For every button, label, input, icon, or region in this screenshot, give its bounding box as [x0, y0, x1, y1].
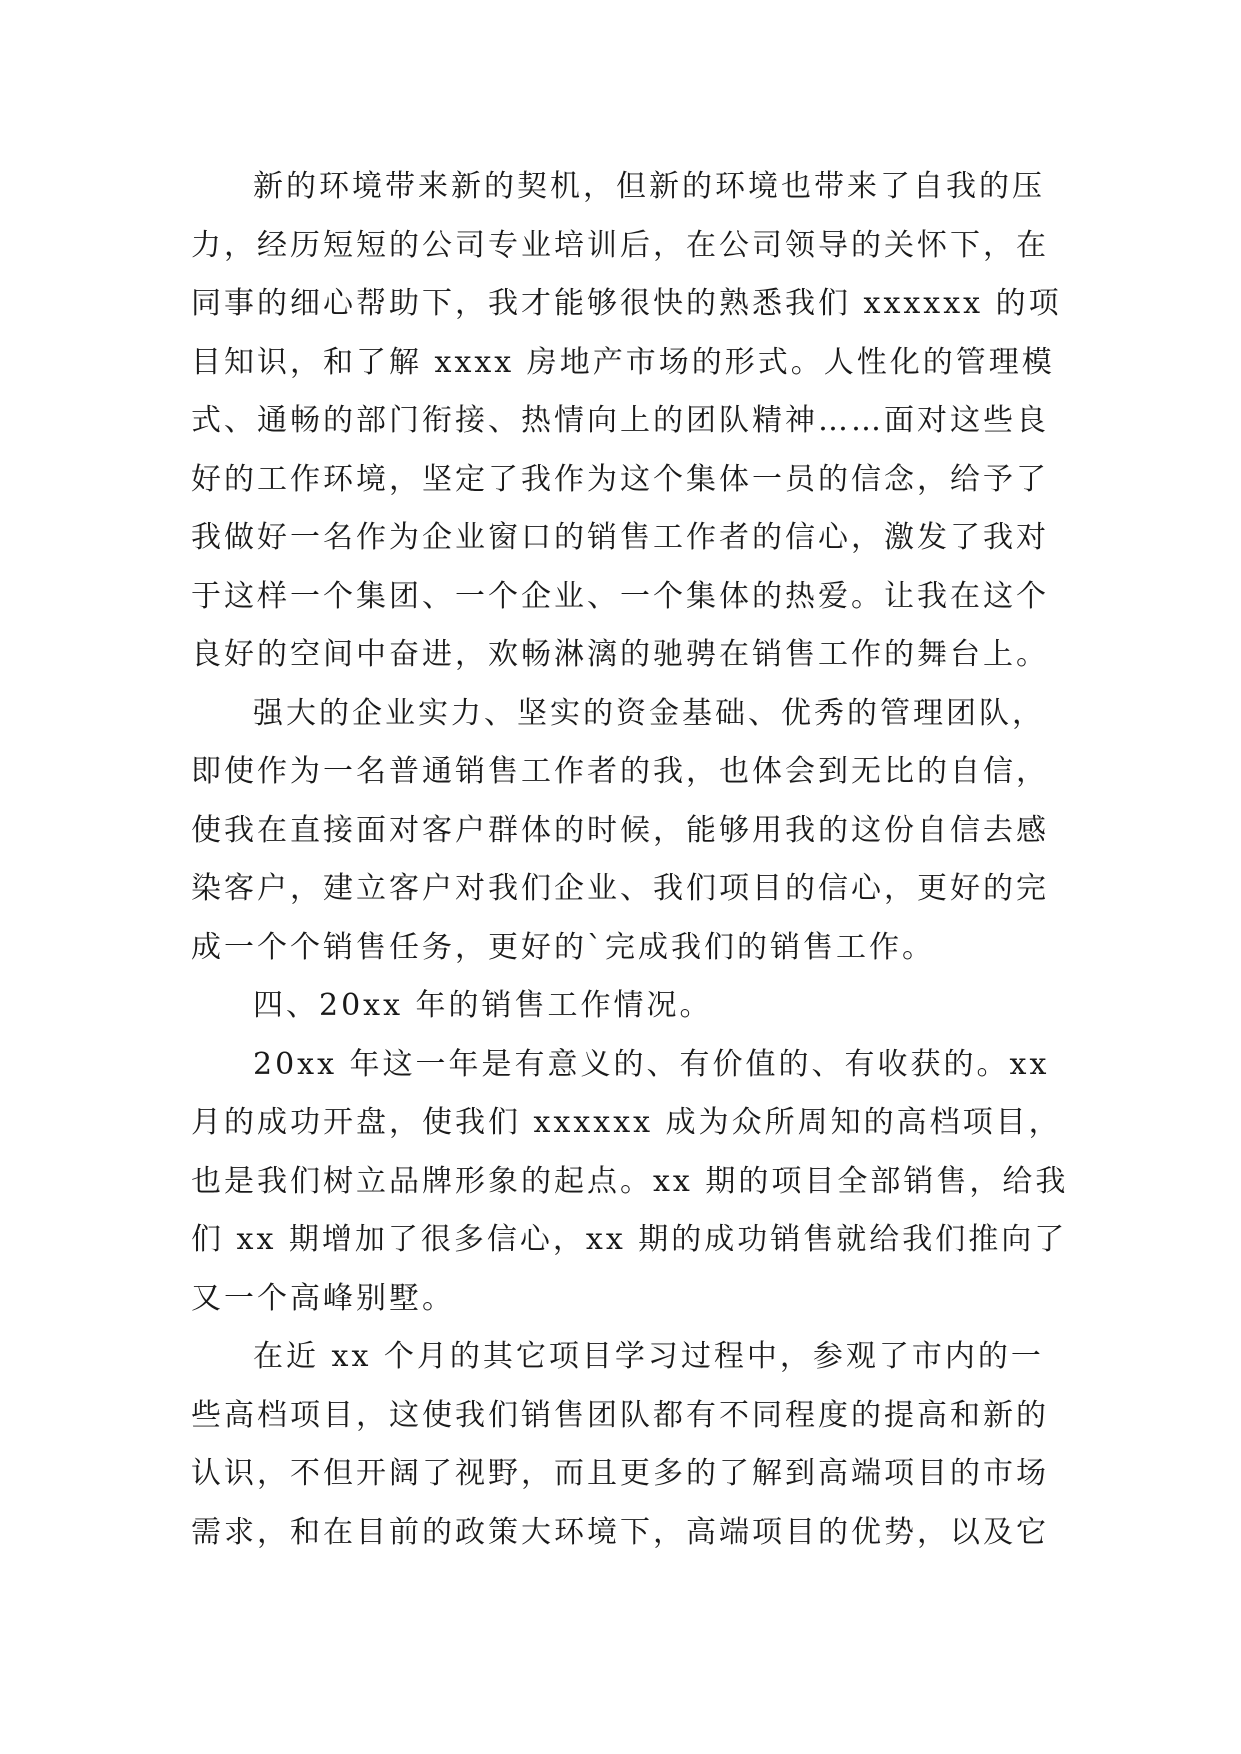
text-line: 良好的空间中奋进，欢畅淋漓的驰骋在销售工作的舞台上。: [191, 637, 1049, 672]
text-line: 好的工作环境，坚定了我作为这个集体一员的信念，给予了: [191, 461, 1049, 497]
text-line: 在近 xx 个月的其它项目学习过程中，参观了市内的一: [253, 1339, 1044, 1374]
text-line: 即使作为一名普通销售工作者的我，也体会到无比的自信，: [191, 754, 1049, 789]
text-line: 使我在直接面对客户群体的时候，能够用我的这份自信去感: [191, 812, 1049, 848]
text-line: 我做好一名作为企业窗口的销售工作者的信心，激发了我对: [191, 520, 1049, 555]
text-line: 式、通畅的部门衔接、热情向上的团队精神……面对这些良: [191, 403, 1049, 438]
text-line: 月的成功开盘，使我们 xxxxxx 成为众所周知的高档项目，: [191, 1105, 1062, 1140]
text-line: 需求，和在目前的政策大环境下，高端项目的优势，以及它: [191, 1514, 1049, 1550]
text-line: 些高档项目，这使我们销售团队都有不同程度的提高和新的: [191, 1397, 1049, 1433]
paragraph-1: [191, 158, 1061, 685]
text-line: 四、20xx 年的销售工作情况。: [253, 988, 713, 1023]
text-line: 成一个个销售任务，更好的`完成我们的销售工作。: [191, 929, 935, 965]
text-line: 强大的企业实力、坚实的资金基础、优秀的管理团队，: [253, 695, 1045, 731]
text-line: 又一个高峰别墅。: [191, 1280, 455, 1316]
text-line: 20xx 年这一年是有意义的、有价值的、有收获的。xx: [253, 1046, 1050, 1082]
text-line: 同事的细心帮助下，我才能够很快的熟悉我们 xxxxxx 的项: [191, 286, 1062, 321]
body-text: [191, 158, 1069, 1562]
text-line: 们 xx 期增加了很多信心，xx 期的成功销售就给我们推向了: [191, 1222, 1068, 1257]
paragraph-4: [191, 1328, 1061, 1562]
text-line: 力，经历短短的公司专业培训后，在公司领导的关怀下，在: [191, 227, 1049, 263]
paragraph-3: [191, 1036, 1069, 1329]
text-line: 染客户，建立客户对我们企业、我们项目的信心，更好的完: [191, 871, 1049, 906]
text-line: 新的环境带来新的契机，但新的环境也带来了自我的压: [253, 169, 1045, 204]
text-line: 目知识，和了解 xxxx 房地产市场的形式。人性化的管理模: [191, 344, 1055, 380]
text-line: 认识，不但开阔了视野，而且更多的了解到高端项目的市场: [191, 1456, 1049, 1491]
text-line: 也是我们树立品牌形象的起点。xx 期的项目全部销售，给我: [191, 1163, 1069, 1199]
section-heading: [191, 977, 1061, 1036]
paragraph-2: [191, 685, 1061, 978]
text-line: 于这样一个集团、一个企业、一个集体的热爱。让我在这个: [191, 578, 1049, 614]
